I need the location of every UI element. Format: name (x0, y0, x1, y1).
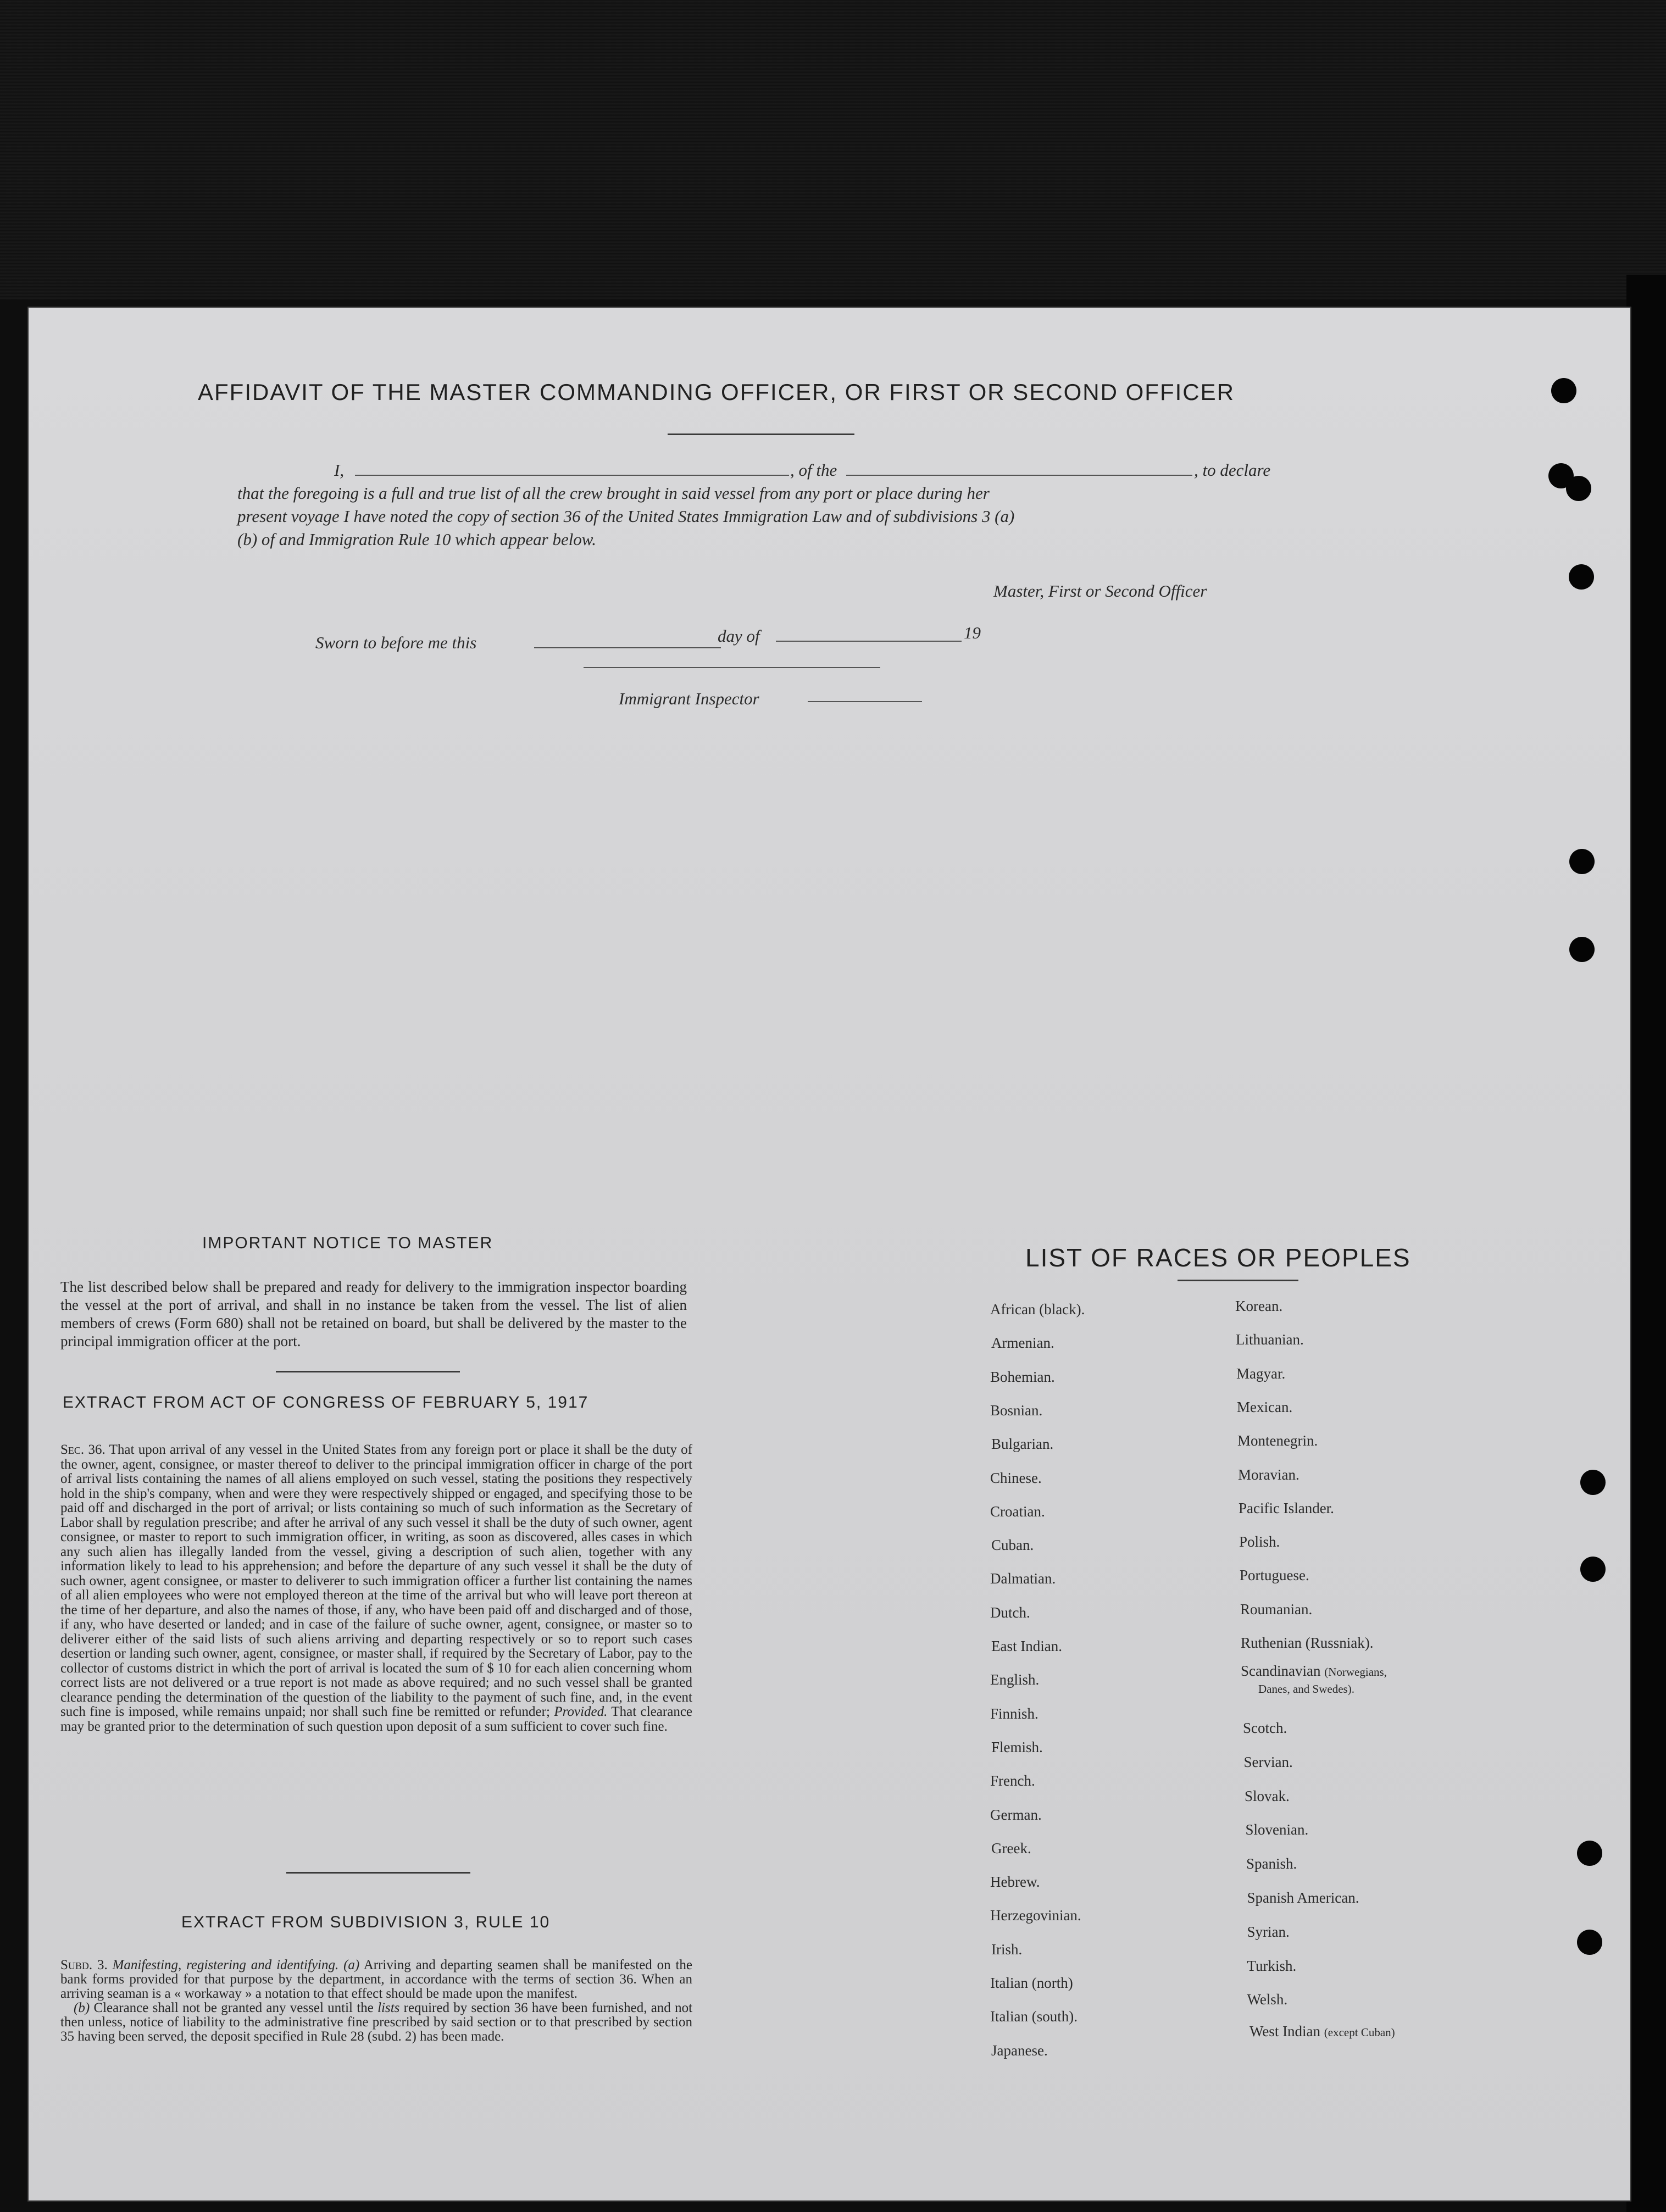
race-item: Welsh. (1247, 1991, 1288, 2008)
race-label: Scandinavian (1241, 1663, 1321, 1679)
race-item: Irish. (991, 1941, 1023, 1958)
affidavit-line-2: that the foregoing is a full and true list of all the crew brought in said vessel from any port or place during her (237, 483, 990, 503)
punch-hole (1566, 476, 1591, 501)
affidavit-of-the: , of the (790, 460, 837, 480)
affidavit-line-1 (334, 460, 1290, 480)
affidavit-line-3: present voyage I have noted the copy of section 36 of the United States Immigration Law and of subdivisions 3 (a) (237, 507, 1015, 526)
race-item: Herzegovinian. (990, 1907, 1081, 1924)
race-item: Dalmatian. (990, 1570, 1056, 1587)
race-item: Korean. (1235, 1298, 1283, 1314)
affidavit-title: AFFIDAVIT OF THE MASTER COMMANDING OFFICER, OR FIRST OR SECOND OFFICER (198, 379, 1235, 405)
race-item: Slovenian. (1245, 1821, 1309, 1838)
punch-hole (1580, 1557, 1606, 1582)
sworn-day-blank (534, 647, 721, 648)
race-item: German. (990, 1806, 1042, 1823)
race-item: Dutch. (990, 1604, 1030, 1621)
race-item: Italian (north) (990, 1975, 1073, 1991)
month-blank (776, 641, 962, 642)
part-b-label: (b) (74, 2000, 90, 2015)
race-item-west-indian (1249, 2023, 1395, 2040)
race-item: Bohemian. (990, 1368, 1055, 1385)
act-rule (286, 1872, 470, 1874)
inspector-label: Immigrant Inspector (619, 689, 759, 708)
extract-act-title: EXTRACT FROM ACT OF CONGRESS OF FEBRUARY 5, 1917 (63, 1393, 589, 1411)
sworn-second-blank (584, 667, 880, 668)
vessel-blank (846, 475, 1192, 476)
section-36-text (60, 1443, 692, 1734)
race-item: Armenian. (991, 1335, 1054, 1352)
punch-hole (1551, 378, 1576, 403)
affidavit-to-declare: , to declare (1194, 460, 1271, 480)
affidavit-line-4: (b) of and Immigration Rule 10 which appear below. (237, 530, 596, 549)
race-item: Servian. (1243, 1753, 1293, 1770)
race-item: Spanish. (1246, 1855, 1297, 1872)
race-label: West Indian (1249, 2023, 1321, 2039)
race-item: Lithuanian. (1236, 1331, 1304, 1348)
race-item: Pacific Islander. (1239, 1499, 1334, 1516)
extract-rule-title: EXTRACT FROM SUBDIVISION 3, RULE 10 (181, 1913, 551, 1931)
part-b-lists: lists (377, 2000, 400, 2015)
race-item: Spanish American. (1247, 1889, 1359, 1906)
punch-hole (1569, 564, 1594, 590)
race-note: (Norwegians, (1324, 1665, 1387, 1679)
notice-body: The list described below shall be prepared and ready for delivery to the immigration inspector boarding the vessel at the port of arrival, and shall in no instance be taken from the vessel. The list of alien members of crews (Form 680) shall not be retained on board, but shall be delivered by the master to the principal immigration officer at the port. (60, 1279, 687, 1349)
race-item: Ruthenian (Russniak). (1241, 1635, 1374, 1651)
race-item: Japanese. (991, 2042, 1048, 2059)
race-item: Moravian. (1238, 1466, 1300, 1483)
punch-hole (1569, 849, 1595, 874)
race-item: Bulgarian. (991, 1436, 1054, 1453)
race-item: French. (990, 1772, 1035, 1789)
punch-hole (1577, 1841, 1602, 1866)
race-item: Flemish. (991, 1738, 1043, 1755)
race-note: (except Cuban) (1324, 2026, 1395, 2039)
race-item: Italian (south). (990, 2008, 1078, 2025)
race-item: Scotch. (1243, 1720, 1287, 1736)
subd-label: Subd. 3. (60, 1958, 108, 1972)
races-rule (1178, 1280, 1298, 1281)
race-item: Bosnian. (990, 1402, 1043, 1419)
notice-title: IMPORTANT NOTICE TO MASTER (202, 1234, 493, 1252)
day-of-label: day of (718, 626, 760, 646)
races-title: LIST OF RACES OR PEOPLES (1025, 1243, 1411, 1272)
title-rule (668, 433, 854, 435)
race-item: English. (990, 1671, 1040, 1688)
subd-heading: Manifesting, registering and identifying. (112, 1958, 339, 1972)
affidavit-i: I, (334, 460, 345, 480)
race-item: Hebrew. (990, 1874, 1040, 1891)
race-item-scandinavian (1241, 1663, 1387, 1680)
year-label: 19 (964, 623, 981, 642)
race-item: Croatian. (990, 1503, 1045, 1520)
signature-label: Master, First or Second Officer (993, 581, 1207, 601)
race-item: Cuban. (991, 1537, 1034, 1554)
punch-hole (1569, 937, 1595, 962)
race-item: Turkish. (1247, 1957, 1297, 1974)
race-item: Greek. (991, 1839, 1031, 1857)
race-item: Syrian. (1247, 1923, 1290, 1940)
race-item: Mexican. (1237, 1398, 1293, 1415)
sworn-label: Sworn to before me this (315, 633, 477, 652)
part-a-text: Arriving and departing seamen shall be manifested on the bank forms provided for that purpose by the department, in accordance with the terms of section 36. When an arriving seaman is a « workaway » a notation to that effect should be made upon the manifest. (60, 1958, 693, 2001)
race-item: Montenegrin. (1237, 1432, 1318, 1449)
name-blank (355, 475, 789, 476)
race-item: Polish. (1239, 1533, 1280, 1550)
race-item: African (black). (990, 1301, 1085, 1318)
race-item: Portuguese. (1240, 1567, 1309, 1584)
punch-hole (1580, 1470, 1606, 1495)
section-text: That upon arrival of any vessel in the United States from any foreign port or place it shall be the duty of the owner, agent, consignee, or master thereof to deliver to the principal immigration officer in charge of the port of arrival lists containing the names of all aliens employed on such vessel, stating the positions they respectively hold in the ship's company, when and were they were respectively shipped or engaged, and specifying those to be paid off and discharged in the port of arrival; or lists containing so much of such information as the Secretary of Labor shall by regulation prescribe; and after he arrival of any such vessel it shall be the duty of such owner, agent consignee, or master to report to such immigration officer, in writing, as soon as discovered, alles cases in which any such alien has illegally landed from the vessel, giving a description of such alien, together with any information likely to lead to his apprehension; and before the departure of any such vessel it shall be the duty of such owner, agent consignee, or master to deliverer to such immigration officer a further list containing the names of all alien employees who were not employed thereon at the time of the arrival but who will leave port thereon at the time of her departure, and also the names of those, if any, who have been paid off and discharged and of those, if any, who have deserted or landed; and in case of the failure of suche owner, agent, consignee, or master so to deliverer either of the said lists of such aliens arriving and departing respectively or so to report such cases desertion or landing such owner, agent, consignee, or master shall, if required by the Secretary of Labor, pay to the collector of customs district in which the port of arrival is located the sum of $ 10 for each alien concerning whom correct lists are not delivered or a true report is not made as above required; and no such vessel shall be granted clearance pending the determination of the question of the liability to the payment of such fine, and, in the event such fine is imposed, while remains unpaid; nor shall such fine be remitted or refunder; (60, 1442, 692, 1719)
part-b-text-2: required by section 36 have been furnished, and not then unless, notice of liability to the administrative fine prescribed by said section or to that prescribed by section 35 having been served, the deposit specified in Rule 28 (subd. 2) has been made. (60, 2000, 693, 2044)
race-item-scandinavian-note: Danes, and Swedes). (1258, 1682, 1354, 1696)
punch-hole (1577, 1930, 1602, 1955)
inspector-blank (808, 701, 922, 702)
race-item: East Indian. (991, 1638, 1062, 1654)
notice-rule (276, 1371, 460, 1372)
race-item: Finnish. (990, 1705, 1039, 1722)
race-item: Magyar. (1236, 1365, 1286, 1382)
section-label: Sec. 36. (60, 1442, 105, 1457)
scan-background-edge (1626, 275, 1666, 2212)
race-item: Roumanian. (1240, 1600, 1313, 1618)
race-item: Chinese. (990, 1469, 1042, 1486)
proviso-label: Provided. (554, 1704, 608, 1719)
part-b-text-1: Clearance shall not be granted any vessel until the (93, 2000, 374, 2015)
subdivision-3-text (60, 1958, 692, 2044)
part-a-label: (a) (343, 1958, 360, 1972)
section-text-end: That clearance may be granted prior to the determination of such question upon deposit of a sum sufficient to cover such fine. (60, 1704, 693, 1734)
race-item: Slovak. (1245, 1787, 1290, 1804)
scan-background-top (0, 0, 1666, 299)
